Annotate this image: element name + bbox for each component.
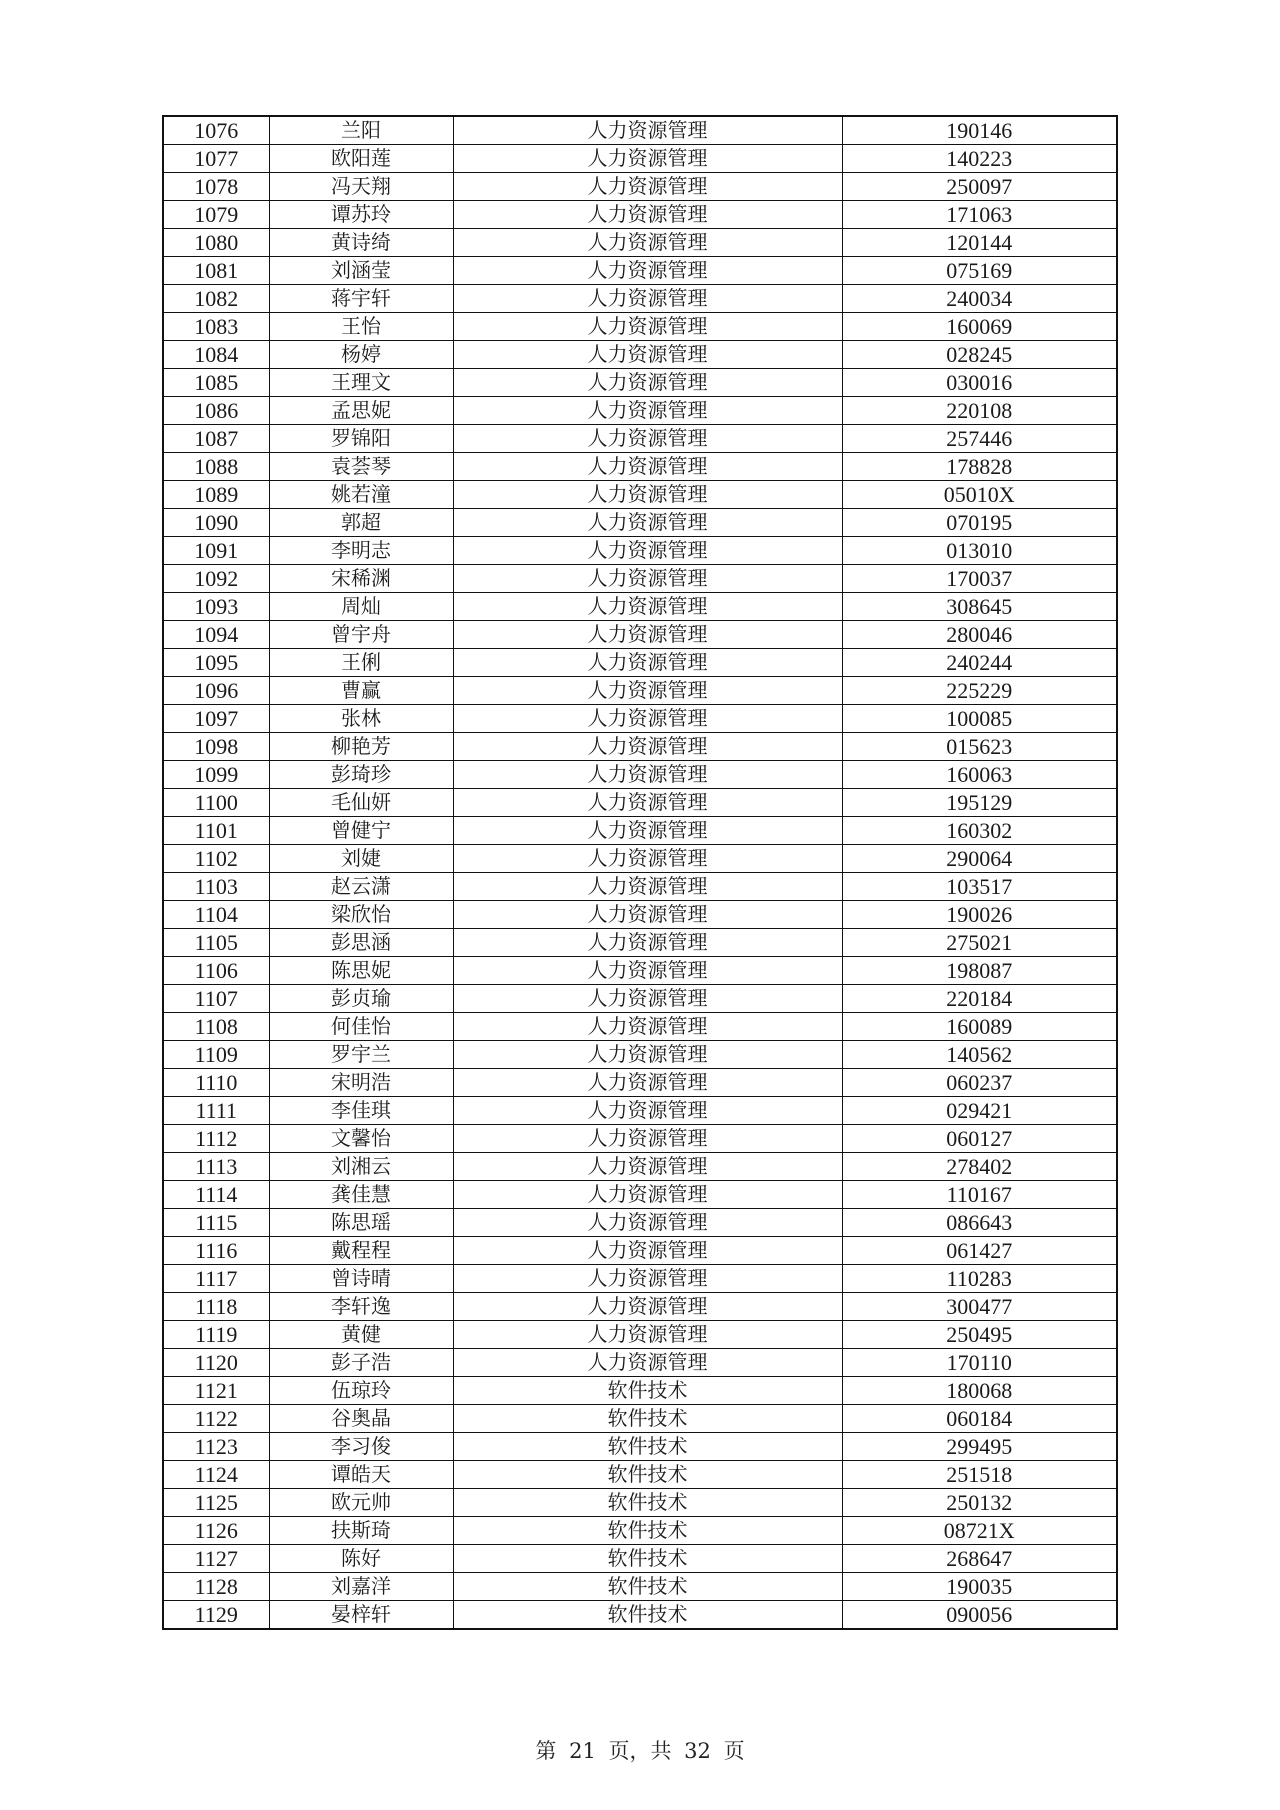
seq-cell: 1092: [163, 565, 269, 593]
name-cell: 李轩逸: [269, 1293, 453, 1321]
name-cell: 郭超: [269, 509, 453, 537]
id-cell: 250097: [842, 173, 1117, 201]
name-cell: 彭思涵: [269, 929, 453, 957]
id-cell: 275021: [842, 929, 1117, 957]
seq-cell: 1091: [163, 537, 269, 565]
table-row: [163, 1069, 1117, 1097]
seq-cell: 1128: [163, 1573, 269, 1601]
name-cell: 姚若潼: [269, 481, 453, 509]
seq-cell: 1096: [163, 677, 269, 705]
id-cell: 08721X: [842, 1517, 1117, 1545]
table-row: [163, 1517, 1117, 1545]
id-cell: 029421: [842, 1097, 1117, 1125]
major-cell: 人力资源管理: [453, 173, 842, 201]
id-cell: 278402: [842, 1153, 1117, 1181]
name-cell: 柳艳芳: [269, 733, 453, 761]
id-cell: 300477: [842, 1293, 1117, 1321]
id-cell: 195129: [842, 789, 1117, 817]
id-cell: 268647: [842, 1545, 1117, 1573]
id-cell: 178828: [842, 453, 1117, 481]
major-cell: 人力资源管理: [453, 1125, 842, 1153]
major-cell: 人力资源管理: [453, 761, 842, 789]
major-cell: 人力资源管理: [453, 116, 842, 145]
major-cell: 人力资源管理: [453, 733, 842, 761]
major-cell: 人力资源管理: [453, 1153, 842, 1181]
name-cell: 李佳琪: [269, 1097, 453, 1125]
name-cell: 刘嘉洋: [269, 1573, 453, 1601]
table-row: [163, 1293, 1117, 1321]
major-cell: 人力资源管理: [453, 565, 842, 593]
table-row: [163, 677, 1117, 705]
seq-cell: 1087: [163, 425, 269, 453]
table-row: [163, 425, 1117, 453]
seq-cell: 1114: [163, 1181, 269, 1209]
name-cell: 李习俊: [269, 1433, 453, 1461]
seq-cell: 1097: [163, 705, 269, 733]
table-row: [163, 1545, 1117, 1573]
seq-cell: 1076: [163, 116, 269, 145]
id-cell: 160089: [842, 1013, 1117, 1041]
seq-cell: 1109: [163, 1041, 269, 1069]
table-row: [163, 565, 1117, 593]
major-cell: 人力资源管理: [453, 453, 842, 481]
seq-cell: 1127: [163, 1545, 269, 1573]
name-cell: 袁荟琴: [269, 453, 453, 481]
seq-cell: 1124: [163, 1461, 269, 1489]
seq-cell: 1080: [163, 229, 269, 257]
major-cell: 人力资源管理: [453, 145, 842, 173]
seq-cell: 1084: [163, 341, 269, 369]
major-cell: 人力资源管理: [453, 1097, 842, 1125]
name-cell: 扶斯琦: [269, 1517, 453, 1545]
table-row: [163, 957, 1117, 985]
id-cell: 110167: [842, 1181, 1117, 1209]
major-cell: 人力资源管理: [453, 1265, 842, 1293]
id-cell: 190146: [842, 116, 1117, 145]
name-cell: 宋明浩: [269, 1069, 453, 1097]
id-cell: 160069: [842, 313, 1117, 341]
major-cell: 人力资源管理: [453, 873, 842, 901]
name-cell: 宋稀渊: [269, 565, 453, 593]
name-cell: 周灿: [269, 593, 453, 621]
seq-cell: 1119: [163, 1321, 269, 1349]
seq-cell: 1099: [163, 761, 269, 789]
id-cell: 060127: [842, 1125, 1117, 1153]
table-row: [163, 369, 1117, 397]
name-cell: 晏梓轩: [269, 1601, 453, 1630]
seq-cell: 1126: [163, 1517, 269, 1545]
major-cell: 人力资源管理: [453, 1237, 842, 1265]
seq-cell: 1102: [163, 845, 269, 873]
table-row: [163, 621, 1117, 649]
name-cell: 王怡: [269, 313, 453, 341]
name-cell: 赵云潇: [269, 873, 453, 901]
seq-cell: 1083: [163, 313, 269, 341]
major-cell: 软件技术: [453, 1461, 842, 1489]
id-cell: 240034: [842, 285, 1117, 313]
id-cell: 086643: [842, 1209, 1117, 1237]
name-cell: 黄健: [269, 1321, 453, 1349]
name-cell: 谷奥晶: [269, 1405, 453, 1433]
seq-cell: 1088: [163, 453, 269, 481]
major-cell: 软件技术: [453, 1405, 842, 1433]
id-cell: 061427: [842, 1237, 1117, 1265]
id-cell: 140223: [842, 145, 1117, 173]
id-cell: 250132: [842, 1489, 1117, 1517]
major-cell: 人力资源管理: [453, 1181, 842, 1209]
name-cell: 王理文: [269, 369, 453, 397]
seq-cell: 1100: [163, 789, 269, 817]
id-cell: 05010X: [842, 481, 1117, 509]
id-cell: 090056: [842, 1601, 1117, 1630]
name-cell: 黄诗绮: [269, 229, 453, 257]
seq-cell: 1111: [163, 1097, 269, 1125]
id-cell: 170037: [842, 565, 1117, 593]
seq-cell: 1078: [163, 173, 269, 201]
major-cell: 软件技术: [453, 1601, 842, 1630]
name-cell: 欧阳莲: [269, 145, 453, 173]
seq-cell: 1108: [163, 1013, 269, 1041]
name-cell: 兰阳: [269, 116, 453, 145]
seq-cell: 1118: [163, 1293, 269, 1321]
name-cell: 刘湘云: [269, 1153, 453, 1181]
seq-cell: 1117: [163, 1265, 269, 1293]
major-cell: 人力资源管理: [453, 901, 842, 929]
major-cell: 人力资源管理: [453, 1069, 842, 1097]
id-cell: 170110: [842, 1349, 1117, 1377]
name-cell: 陈好: [269, 1545, 453, 1573]
table-row: [163, 733, 1117, 761]
table-row: [163, 173, 1117, 201]
id-cell: 220184: [842, 985, 1117, 1013]
table-row: [163, 901, 1117, 929]
name-cell: 曾宇舟: [269, 621, 453, 649]
id-cell: 060184: [842, 1405, 1117, 1433]
id-cell: 070195: [842, 509, 1117, 537]
seq-cell: 1116: [163, 1237, 269, 1265]
roster-table-body: [163, 116, 1117, 1629]
major-cell: 人力资源管理: [453, 817, 842, 845]
table-row: [163, 873, 1117, 901]
seq-cell: 1121: [163, 1377, 269, 1405]
major-cell: 软件技术: [453, 1517, 842, 1545]
name-cell: 彭子浩: [269, 1349, 453, 1377]
table-row: [163, 1209, 1117, 1237]
id-cell: 013010: [842, 537, 1117, 565]
seq-cell: 1094: [163, 621, 269, 649]
id-cell: 103517: [842, 873, 1117, 901]
major-cell: 人力资源管理: [453, 257, 842, 285]
name-cell: 伍琼玲: [269, 1377, 453, 1405]
table-row: [163, 593, 1117, 621]
major-cell: 人力资源管理: [453, 425, 842, 453]
seq-cell: 1090: [163, 509, 269, 537]
major-cell: 人力资源管理: [453, 1209, 842, 1237]
table-row: [163, 537, 1117, 565]
seq-cell: 1107: [163, 985, 269, 1013]
table-row: [163, 116, 1117, 145]
name-cell: 刘涵莹: [269, 257, 453, 285]
name-cell: 陈思瑶: [269, 1209, 453, 1237]
id-cell: 280046: [842, 621, 1117, 649]
seq-cell: 1115: [163, 1209, 269, 1237]
name-cell: 罗宇兰: [269, 1041, 453, 1069]
name-cell: 何佳怡: [269, 1013, 453, 1041]
id-cell: 110283: [842, 1265, 1117, 1293]
seq-cell: 1123: [163, 1433, 269, 1461]
table-row: [163, 1153, 1117, 1181]
name-cell: 谭皓天: [269, 1461, 453, 1489]
table-row: [163, 705, 1117, 733]
id-cell: 250495: [842, 1321, 1117, 1349]
seq-cell: 1077: [163, 145, 269, 173]
name-cell: 张林: [269, 705, 453, 733]
table-row: [163, 229, 1117, 257]
table-row: [163, 1405, 1117, 1433]
table-row: [163, 1461, 1117, 1489]
seq-cell: 1110: [163, 1069, 269, 1097]
major-cell: 人力资源管理: [453, 285, 842, 313]
id-cell: 299495: [842, 1433, 1117, 1461]
table-row: [163, 929, 1117, 957]
table-row: [163, 201, 1117, 229]
name-cell: 蒋宇轩: [269, 285, 453, 313]
name-cell: 刘婕: [269, 845, 453, 873]
name-cell: 梁欣怡: [269, 901, 453, 929]
seq-cell: 1129: [163, 1601, 269, 1630]
id-cell: 220108: [842, 397, 1117, 425]
major-cell: 人力资源管理: [453, 1013, 842, 1041]
table-row: [163, 1349, 1117, 1377]
major-cell: 人力资源管理: [453, 649, 842, 677]
id-cell: 190035: [842, 1573, 1117, 1601]
table-row: [163, 789, 1117, 817]
seq-cell: 1089: [163, 481, 269, 509]
id-cell: 198087: [842, 957, 1117, 985]
seq-cell: 1103: [163, 873, 269, 901]
seq-cell: 1082: [163, 285, 269, 313]
seq-cell: 1125: [163, 1489, 269, 1517]
name-cell: 罗锦阳: [269, 425, 453, 453]
id-cell: 171063: [842, 201, 1117, 229]
id-cell: 225229: [842, 677, 1117, 705]
seq-cell: 1120: [163, 1349, 269, 1377]
table-row: [163, 1489, 1117, 1517]
table-row: [163, 1321, 1117, 1349]
id-cell: 075169: [842, 257, 1117, 285]
major-cell: 人力资源管理: [453, 481, 842, 509]
major-cell: 软件技术: [453, 1573, 842, 1601]
id-cell: 030016: [842, 369, 1117, 397]
table-row: [163, 481, 1117, 509]
table-row: [163, 1601, 1117, 1630]
major-cell: 人力资源管理: [453, 677, 842, 705]
seq-cell: 1079: [163, 201, 269, 229]
major-cell: 人力资源管理: [453, 957, 842, 985]
seq-cell: 1098: [163, 733, 269, 761]
name-cell: 李明志: [269, 537, 453, 565]
name-cell: 欧元帅: [269, 1489, 453, 1517]
id-cell: 180068: [842, 1377, 1117, 1405]
seq-cell: 1122: [163, 1405, 269, 1433]
id-cell: 190026: [842, 901, 1117, 929]
major-cell: 人力资源管理: [453, 397, 842, 425]
name-cell: 彭贞瑜: [269, 985, 453, 1013]
id-cell: 257446: [842, 425, 1117, 453]
name-cell: 冯天翔: [269, 173, 453, 201]
table-row: [163, 397, 1117, 425]
seq-cell: 1095: [163, 649, 269, 677]
seq-cell: 1085: [163, 369, 269, 397]
table-row: [163, 509, 1117, 537]
major-cell: 人力资源管理: [453, 593, 842, 621]
id-cell: 060237: [842, 1069, 1117, 1097]
table-row: [163, 845, 1117, 873]
major-cell: 软件技术: [453, 1545, 842, 1573]
id-cell: 160302: [842, 817, 1117, 845]
table-row: [163, 1377, 1117, 1405]
major-cell: 人力资源管理: [453, 369, 842, 397]
table-row: [163, 1097, 1117, 1125]
table-row: [163, 1013, 1117, 1041]
major-cell: 人力资源管理: [453, 621, 842, 649]
seq-cell: 1106: [163, 957, 269, 985]
major-cell: 人力资源管理: [453, 1349, 842, 1377]
id-cell: 015623: [842, 733, 1117, 761]
major-cell: 人力资源管理: [453, 537, 842, 565]
name-cell: 曹赢: [269, 677, 453, 705]
major-cell: 软件技术: [453, 1489, 842, 1517]
major-cell: 人力资源管理: [453, 789, 842, 817]
name-cell: 杨婷: [269, 341, 453, 369]
table-row: [163, 1573, 1117, 1601]
id-cell: 120144: [842, 229, 1117, 257]
seq-cell: 1081: [163, 257, 269, 285]
major-cell: 人力资源管理: [453, 705, 842, 733]
major-cell: 软件技术: [453, 1377, 842, 1405]
name-cell: 孟思妮: [269, 397, 453, 425]
name-cell: 曾健宁: [269, 817, 453, 845]
major-cell: 人力资源管理: [453, 509, 842, 537]
name-cell: 戴程程: [269, 1237, 453, 1265]
table-row: [163, 985, 1117, 1013]
major-cell: 人力资源管理: [453, 1041, 842, 1069]
seq-cell: 1105: [163, 929, 269, 957]
table-row: [163, 1433, 1117, 1461]
id-cell: 290064: [842, 845, 1117, 873]
seq-cell: 1113: [163, 1153, 269, 1181]
name-cell: 彭琦珍: [269, 761, 453, 789]
name-cell: 谭苏玲: [269, 201, 453, 229]
name-cell: 毛仙妍: [269, 789, 453, 817]
major-cell: 软件技术: [453, 1433, 842, 1461]
table-row: [163, 313, 1117, 341]
table-row: [163, 341, 1117, 369]
table-row: [163, 1265, 1117, 1293]
name-cell: 曾诗晴: [269, 1265, 453, 1293]
seq-cell: 1112: [163, 1125, 269, 1153]
major-cell: 人力资源管理: [453, 1321, 842, 1349]
table-row: [163, 257, 1117, 285]
id-cell: 251518: [842, 1461, 1117, 1489]
table-row: [163, 817, 1117, 845]
id-cell: 100085: [842, 705, 1117, 733]
table-row: [163, 761, 1117, 789]
name-cell: 王俐: [269, 649, 453, 677]
page-number-footer: 第 21 页，共 32 页: [535, 1739, 745, 1763]
table-row: [163, 453, 1117, 481]
table-row: [163, 1181, 1117, 1209]
major-cell: 人力资源管理: [453, 845, 842, 873]
id-cell: 308645: [842, 593, 1117, 621]
table-row: [163, 1237, 1117, 1265]
table-row: [163, 649, 1117, 677]
major-cell: 人力资源管理: [453, 985, 842, 1013]
seq-cell: 1086: [163, 397, 269, 425]
name-cell: 文馨怡: [269, 1125, 453, 1153]
table-row: [163, 285, 1117, 313]
roster-table: [162, 115, 1118, 1630]
name-cell: 龚佳慧: [269, 1181, 453, 1209]
id-cell: 160063: [842, 761, 1117, 789]
table-row: [163, 145, 1117, 173]
major-cell: 人力资源管理: [453, 313, 842, 341]
major-cell: 人力资源管理: [453, 929, 842, 957]
seq-cell: 1101: [163, 817, 269, 845]
major-cell: 人力资源管理: [453, 1293, 842, 1321]
name-cell: 陈思妮: [269, 957, 453, 985]
major-cell: 人力资源管理: [453, 341, 842, 369]
major-cell: 人力资源管理: [453, 229, 842, 257]
major-cell: 人力资源管理: [453, 201, 842, 229]
table-row: [163, 1125, 1117, 1153]
id-cell: 140562: [842, 1041, 1117, 1069]
seq-cell: 1104: [163, 901, 269, 929]
id-cell: 240244: [842, 649, 1117, 677]
seq-cell: 1093: [163, 593, 269, 621]
table-row: [163, 1041, 1117, 1069]
id-cell: 028245: [842, 341, 1117, 369]
